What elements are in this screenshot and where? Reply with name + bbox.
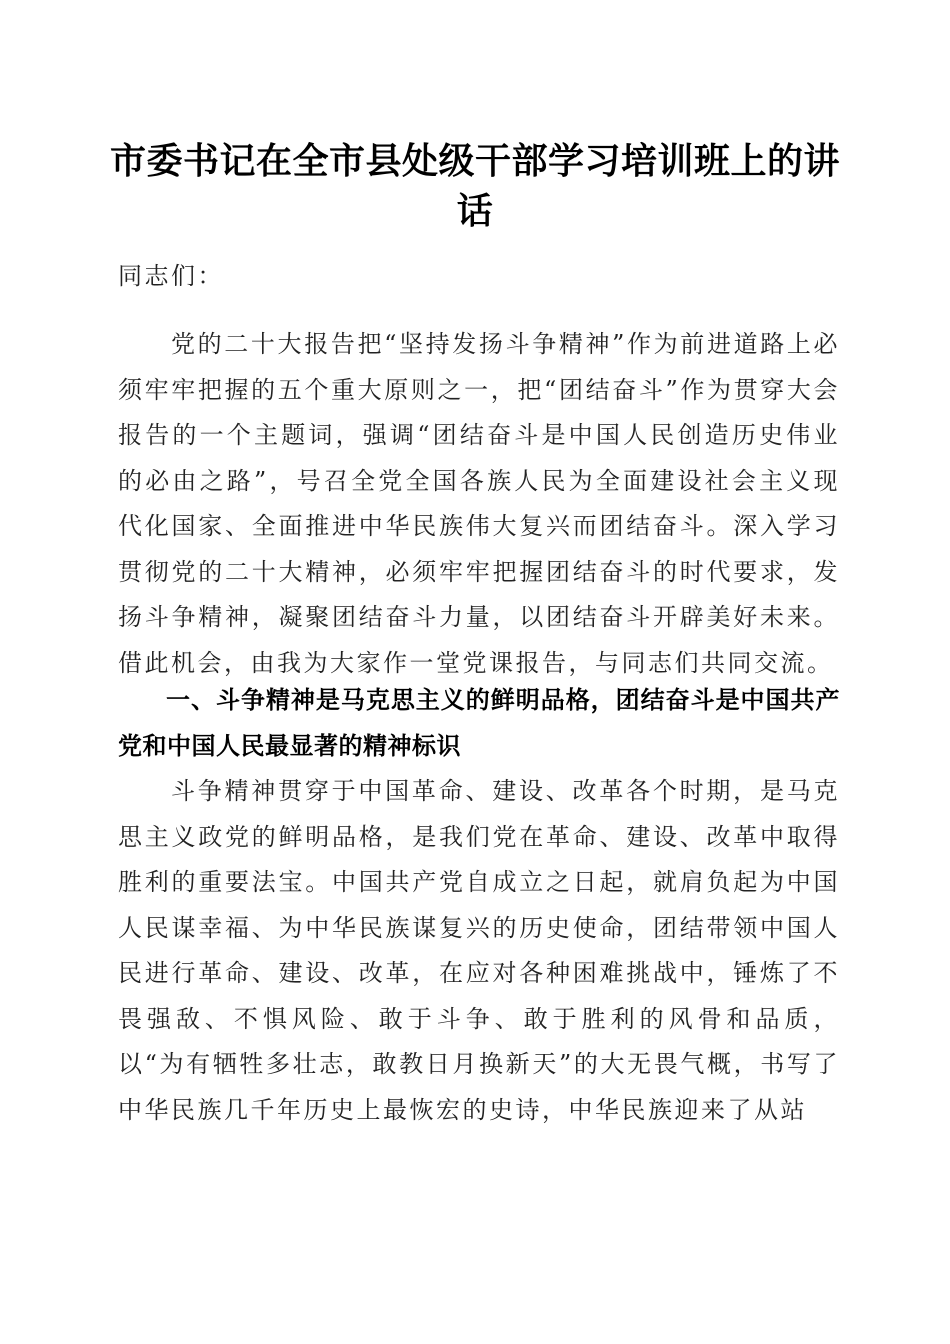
section-paragraph: 斗争精神贯穿于中国革命、建设、改革各个时期，是马克思主义政党的鲜明品格，是我们党在革命、建设、改革中取得胜利的重要法宝。中国共产党自成立之日起，就肩负起为中国人民谋幸福、为中华民族谋复兴的历史使命，团结带领中国人民进行革命、建设、改革，在应对各种困难挑战中，锤炼了不畏强敌、不惧风险、敢于斗争、敢于胜利的风骨和品质，以“为有牺牲多壮志，敢教日月换新天”的大无畏气概，书写了中华民族几千年历史上最恢宏的史诗，中华民族迎来了从站 — [118, 777, 840, 1124]
section-heading: 一、斗争精神是马克思主义的鲜明品格，团结奋斗是中国共产党和中国人民最显著的精神标识 — [118, 686, 840, 760]
document-title: 市委书记在全市县处级干部学习培训班上的讲话 — [110, 140, 841, 232]
greeting: 同志们： — [118, 262, 224, 290]
intro-paragraph: 党的二十大报告把“坚持发扬斗争精神”作为前进道路上必须牢牢把握的五个重大原则之一，把“团结奋斗”作为贯穿大会报告的一个主题词，强调“团结奋斗是中国人民创造历史伟业的必由之路”，号召全党全国各族人民为全面建设社会主义现代化国家、全面推进中华民族伟大复兴而团结奋斗。深入学习贯彻党的二十大精神，必须牢牢把握团结奋斗的时代要求，发扬斗争精神，凝聚团结奋斗力量，以团结奋斗开辟美好未来。借此机会，由我为大家作一堂党课报告，与同志们共同交流。 — [118, 330, 840, 677]
